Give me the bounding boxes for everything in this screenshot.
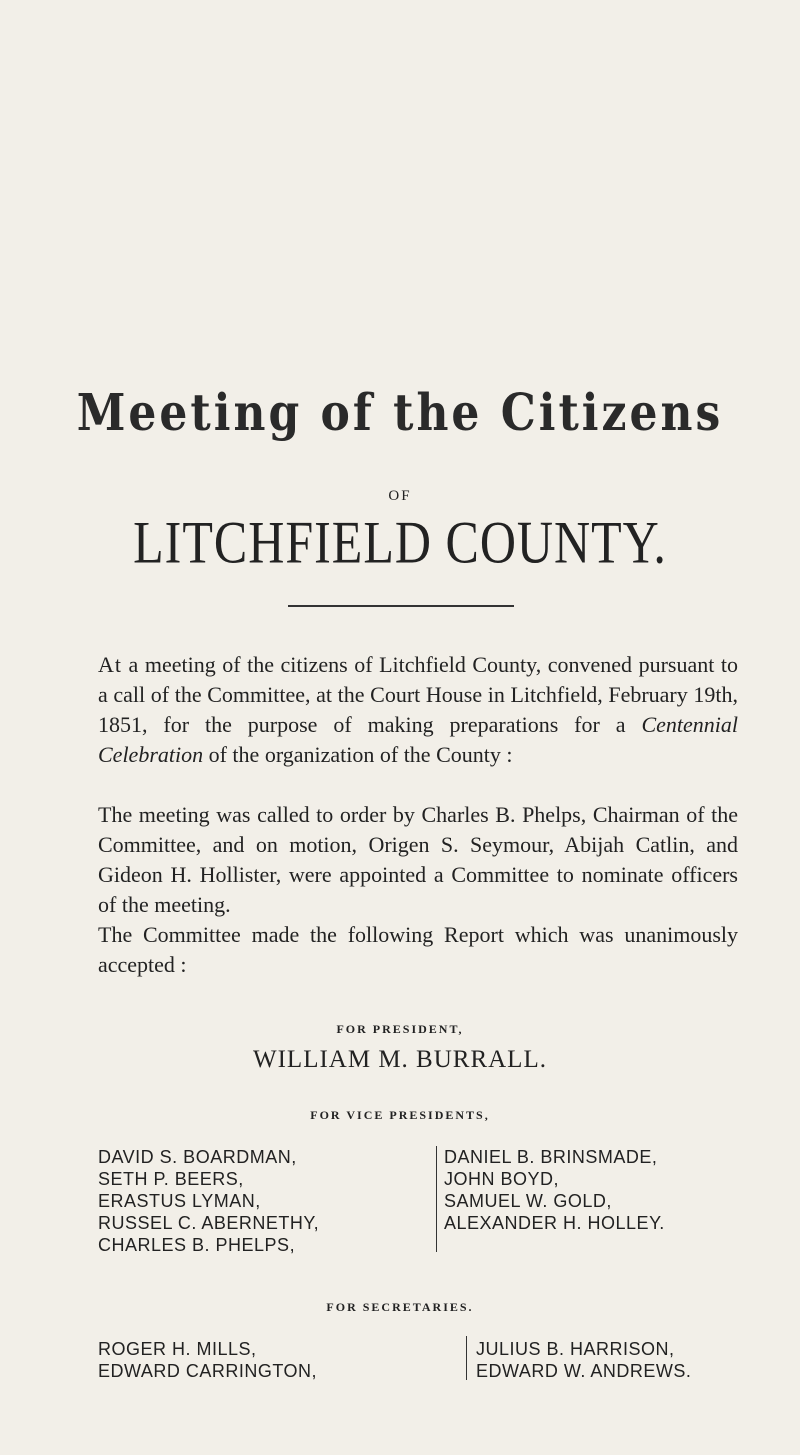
list-item: EDWARD W. ANDREWS. (476, 1361, 692, 1381)
secretaries-heading: FOR SECRETARIES. (326, 1300, 474, 1314)
list-item: DAVID S. BOARDMAN, (98, 1147, 297, 1167)
vice-presidents-divider (436, 1146, 437, 1252)
list-item: ERASTUS LYMAN, (98, 1191, 261, 1211)
president-name: WILLIAM M. BURRALL. (253, 1046, 547, 1073)
title-of: OF (388, 488, 412, 504)
paragraph-intro-text-a: a meeting of the citizens of Litchfield County, convened pursuant to a call of the Committee, at the Court House in Litchfield, February 19th, 1851, for the purpose of making preparations for a (98, 652, 738, 737)
title-divider (288, 605, 514, 607)
secretaries-right-list (472, 1338, 691, 1382)
paragraph-lead: At (98, 652, 122, 677)
president-heading: FOR PRESIDENT, (336, 1022, 464, 1036)
list-item: EDWARD CARRINGTON, (98, 1361, 318, 1381)
paragraph-meeting (98, 800, 738, 920)
vice-presidents-left-list (98, 1146, 319, 1256)
page-title-county: LITCHFIELD COUNTY. (133, 508, 667, 576)
list-item: ROGER H. MILLS, (98, 1339, 257, 1359)
list-item: ALEXANDER H. HOLLEY. (444, 1213, 665, 1233)
paragraph-intro-text-b: of the organization of the County : (203, 742, 513, 767)
list-item: CHARLES B. PHELPS, (98, 1235, 296, 1255)
list-item: JULIUS B. HARRISON, (476, 1339, 675, 1359)
list-item: RUSSEL C. ABERNETHY, (98, 1213, 320, 1233)
secretaries-divider (466, 1336, 467, 1380)
vice-presidents-heading: FOR VICE PRESIDENTS, (310, 1108, 490, 1122)
paragraph-report (98, 920, 738, 980)
secretaries-left-list (98, 1338, 317, 1382)
list-item: SAMUEL W. GOLD, (444, 1191, 612, 1211)
paragraph-intro (98, 650, 738, 770)
vice-presidents-right-list (440, 1146, 665, 1234)
paragraph-report-text: The Committee made the following Report which was unanimously accepted : (98, 922, 738, 977)
paragraph-meeting-text: The meeting was called to order by Charles B. Phelps, Chairman of the Committee, and on motion, Origen S. Seymour, Abijah Catlin, and Gideon H. Hollister, were appointed a Committee to nominate officers of the meeting. (98, 802, 738, 917)
list-item: JOHN BOYD, (444, 1169, 560, 1189)
paragraph-intro-italic: Centennial Celebration (98, 712, 738, 767)
list-item: SETH P. BEERS, (98, 1169, 244, 1189)
page-title-blackletter: Meeting of the Citizens (76, 384, 724, 443)
list-item: DANIEL B. BRINSMADE, (444, 1147, 658, 1167)
